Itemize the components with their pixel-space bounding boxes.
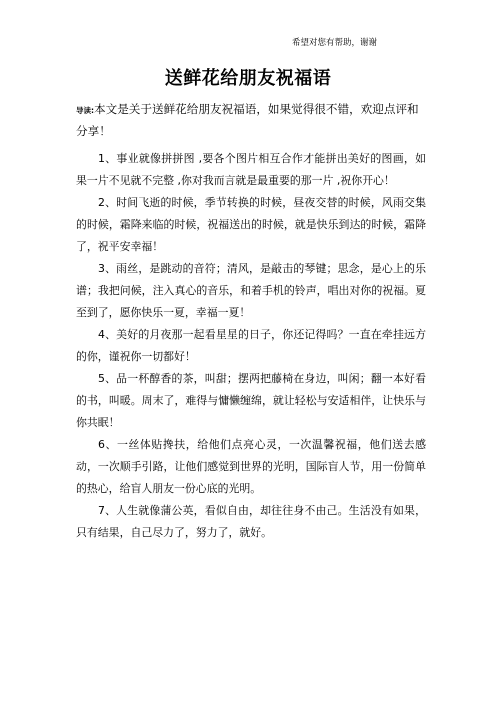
paragraph-7: 7、人生就像蒲公英，看似自由，却往往身不由己。生活没有如果，只有结果，自己尽力了，努力了，就好。	[76, 504, 426, 539]
body-text	[76, 148, 426, 544]
page-title: 送鲜花给朋友祝福语	[164, 68, 332, 89]
paragraph-6: 6、一丝体贴搀扶，给他们点亮心灵，一次温馨祝福，他们送去感动，一次顺手引路，让他们感觉到世界的光明，国际盲人节，用一份简单的热心，给盲人朋友一份心底的光明。	[76, 438, 426, 495]
header-note: 希望对您有帮助，谢谢	[292, 38, 378, 48]
paragraph-4: 4、美好的月夜那一起看星星的日子，你还记得吗？一直在牵挂远方的你，谨祝你一切都好！	[76, 328, 426, 363]
paragraph-5: 5、品一杯醇香的茶，叫甜；摆两把藤椅在身边，叫闲；翻一本好看的书，叫暖。周末了，难得与慵懒缠绵，就让轻松与安适相伴，让快乐与你共眠！	[76, 372, 426, 429]
paragraph-3: 3、雨丝，是跳动的音符；清风，是敲击的琴键；思念，是心上的乐谱；我把问候，注入真心的音乐，和着手机的铃声，唱出对你的祝福。夏至到了，愿你快乐一夏，幸福一夏！	[76, 262, 426, 319]
intro-text: 本文是关于送鲜花给朋友祝福语，如果觉得很不错，欢迎点评和分享！	[76, 102, 419, 138]
paragraph-2: 2、时间飞逝的时候，季节转换的时候，昼夜交替的时候，风雨交集的时候，霜降来临的时候，祝福送出的时候，就是快乐到达的时候，霜降了，祝平安幸福！	[76, 196, 426, 253]
intro-lead-label: 导读:	[76, 106, 94, 115]
intro-paragraph	[76, 99, 426, 142]
paragraph-1: 1、事业就像拼拼图 ,要各个图片相互合作才能拼出美好的图画，如果一片不见就不完整 ,你对我而言就是最重要的那一片 ,祝你开心！	[76, 152, 426, 187]
